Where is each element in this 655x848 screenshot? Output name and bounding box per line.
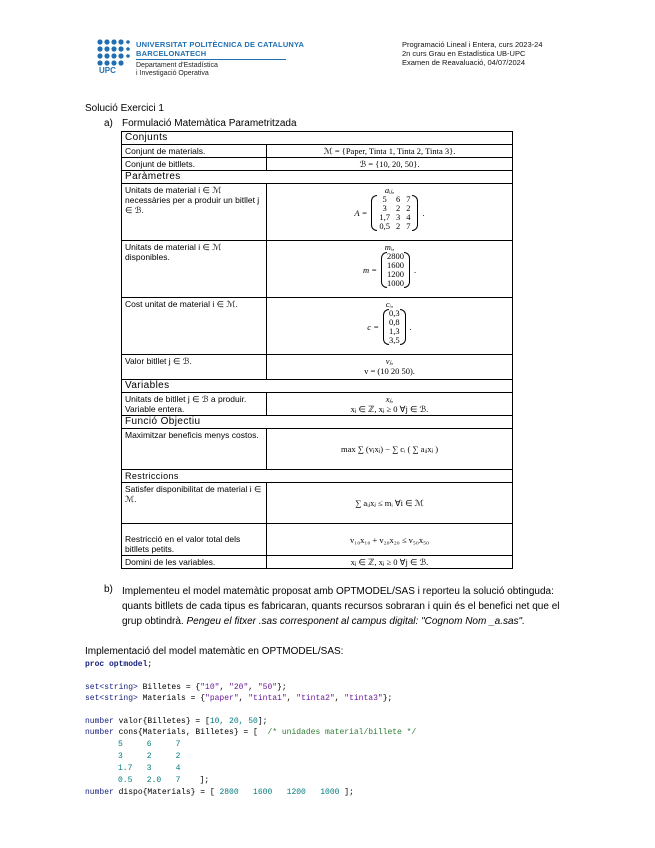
objective-formula: max ∑ (vⱼxⱼ) − ∑ cᵢ ( ∑ aᵢⱼxⱼ ) xyxy=(267,429,513,470)
matrix-cell: 5 xyxy=(382,194,387,204)
department-name: Departament d'Estadística i Investigació Operativa xyxy=(136,62,218,77)
code-line: 0.5 2.0 7 ]; xyxy=(118,776,210,785)
part-b-label: b) xyxy=(104,584,113,595)
matrix-cell: 4 xyxy=(406,212,411,222)
table-row: Unitats de material i ∈ ℳ necessàries per a produir un bitllet j ∈ ℬ. aᵢⱼ, A = 5 6 7 3 2 2 1,7 3 4 0,5 2 7 . xyxy=(122,184,513,241)
logo-text: UPC xyxy=(99,66,116,74)
vector-c xyxy=(383,309,406,345)
matrix-cell: 3 xyxy=(395,212,401,222)
vector-m xyxy=(381,252,410,288)
table-row: Valor bitllet j ∈ ℬ. vⱼ, v = (10 20 50). xyxy=(122,355,513,380)
table-row: Maximitzar beneficis menys costos. max ∑ (vⱼxⱼ) − ∑ cᵢ ( ∑ aᵢⱼxⱼ ) xyxy=(122,429,513,470)
matrix-cell: 2 xyxy=(406,203,411,213)
course-info: Programació Lineal i Entera, curs 2023-24 2n curs Grau en Estadística UB-UPC Examen de Reavaluació, 04/07/2024 xyxy=(402,40,543,67)
matrix-cell: 7 xyxy=(406,221,411,231)
table-row: Conjunt de materials. ℳ = {Paper, Tinta 1, Tinta 2, Tinta 3}. xyxy=(122,145,513,158)
table-row: Restricció en el valor total dels bitllets petits. v₁₀x₁₀ + v₂₀x₂₀ ≤ v₅₀x₅₀ xyxy=(122,524,513,556)
matrix-cell: 1000 xyxy=(386,278,404,288)
matrix-cell: 3,5 xyxy=(388,335,400,345)
code-line: set<string> Billetes = {"10", "20", "50"}; xyxy=(85,683,287,692)
code-line: 1.7 3 4 xyxy=(118,764,181,773)
code-line: number dispo{Materials} = [ 2800 1600 1200 1000 ]; xyxy=(85,788,354,797)
part-b-text: Implementeu el model matemàtic proposat amb OPTMODEL/SAS i reporteu la solució obtinguda: quants bitllets de cada tipus es fabricaran, quants recursos sobraran i quin és el benefici net que el grup obtindrà. Pengeu el fitxer .sas corresponent al campus digital: "Cognom Nom _a.sas". xyxy=(122,586,560,627)
matrix-cell: 6 xyxy=(395,194,401,204)
matrix-cell: 3 xyxy=(382,203,387,213)
matrix-cell: 0,3 xyxy=(388,308,400,318)
matrix-cell: 1200 xyxy=(386,269,404,279)
code-line: proc optmodel; xyxy=(85,660,153,669)
table-row: Cost unitat de material i ∈ ℳ. cᵢ, c = 0,3 0,8 1,3 3,5 . xyxy=(122,298,513,355)
matrix-cell: 0,5 xyxy=(379,221,390,231)
objectiu-header: Funció Objectiu xyxy=(122,416,513,429)
matrix-cell: 1,3 xyxy=(388,326,400,336)
table-row: Unitats de bitllet j ∈ ℬ a produir. Variable entera. xⱼ, xⱼ ∈ ℤ, xⱼ ≥ 0 ∀j ∈ ℬ. xyxy=(122,393,513,416)
implementation-title: Implementació del model matemàtic en OPTMODEL/SAS: xyxy=(85,646,344,657)
part-a-heading: a) Formulació Matemàtica Parametritzada xyxy=(104,118,297,129)
conjunts-header: Conjunts xyxy=(122,132,513,145)
table-row: Unitats de material i ∈ ℳ disponibles. mᵢ, m = 2800 1600 1200 1000 . xyxy=(122,241,513,298)
parametres-header: Paràmetres xyxy=(122,171,513,184)
section-title: Solució Exercici 1 xyxy=(85,103,164,114)
matrix-cell: 2 xyxy=(395,221,401,231)
restriccions-header: Restriccions xyxy=(122,470,513,483)
matrix-cell: 1,7 xyxy=(379,212,390,222)
upc-logo-icon xyxy=(96,38,130,74)
code-line: 5 6 7 xyxy=(118,740,181,749)
matrix-cell: 0,8 xyxy=(388,317,400,327)
variables-header: Variables xyxy=(122,380,513,393)
header-rule xyxy=(136,59,286,60)
code-line: number cons{Materials, Billetes} = [ /* unidades material/billete */ xyxy=(85,728,417,737)
table-row: Satisfer disponibilitat de material i ∈ ℳ. ∑ aᵢⱼxⱼ ≤ mᵢ ∀i ∈ ℳ xyxy=(122,483,513,524)
matrix-cell: 7 xyxy=(406,194,411,204)
formulation-table xyxy=(121,131,513,569)
code-line: set<string> Materials = {"paper", "tinta1", "tinta2", "tinta3"}; xyxy=(85,694,393,703)
table-row: Domini de les variables. xⱼ ∈ ℤ, xⱼ ≥ 0 ∀j ∈ ℬ. xyxy=(122,556,513,569)
matrix-cell: 2800 xyxy=(386,251,404,261)
matrix-cell: 1600 xyxy=(386,260,404,270)
matrix-A xyxy=(371,195,418,231)
table-row: Conjunt de bitllets. ℬ = {10, 20, 50}. xyxy=(122,158,513,171)
code-line: number valor{Billetes} = [10, 20, 50]; xyxy=(85,717,268,726)
matrix-cell: 2 xyxy=(395,203,401,213)
university-name: UNIVERSITAT POLITÈCNICA DE CATALUNYA BARCELONATECH xyxy=(136,40,305,58)
code-line: 3 2 2 xyxy=(118,752,181,761)
